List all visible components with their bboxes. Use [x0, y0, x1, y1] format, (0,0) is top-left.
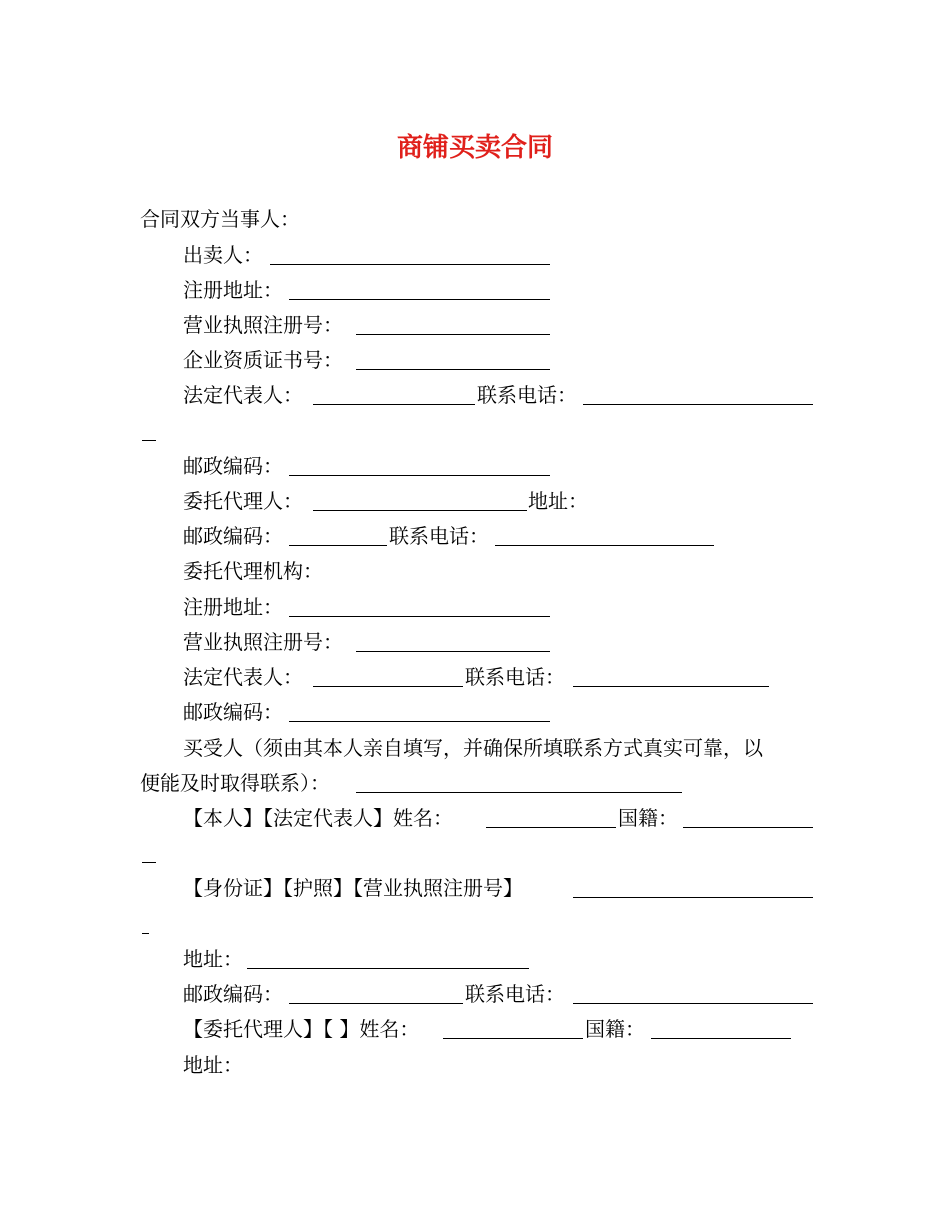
seller-agent-phone-blank[interactable]	[495, 545, 714, 546]
agency-phone-blank[interactable]	[573, 686, 769, 687]
seller-blank[interactable]	[270, 264, 550, 265]
seller-license-label: 营业执照注册号：	[183, 313, 343, 337]
seller-agent-row	[183, 484, 813, 519]
buyer-nationality-wrap-row	[140, 836, 813, 871]
buyer-id-blank[interactable]	[573, 897, 813, 898]
seller-agent-phone-label: 联系电话：	[389, 524, 489, 548]
buyer-nationality-label: 国籍：	[618, 806, 678, 830]
buyer-identity-label: 【本人】【法定代表人】姓名：	[183, 806, 453, 830]
agency-legal-rep-blank[interactable]	[313, 686, 463, 687]
agency-phone-label: 联系电话：	[465, 665, 565, 689]
buyer-agent-name-blank[interactable]	[443, 1038, 583, 1039]
seller-row	[183, 238, 813, 273]
buyer-intro-line2-row	[140, 766, 813, 801]
agency-reg-address-blank[interactable]	[289, 616, 550, 617]
buyer-identity-row	[183, 801, 813, 836]
buyer-contact-blank[interactable]	[356, 792, 682, 793]
buyer-agent-nationality-label: 国籍：	[585, 1017, 645, 1041]
buyer-contact-row	[183, 977, 813, 1012]
agency-license-row	[183, 625, 813, 660]
seller-reg-address-label: 注册地址：	[183, 278, 283, 302]
buyer-phone-blank[interactable]	[573, 1003, 813, 1004]
contract-body	[140, 0, 813, 1230]
seller-qualification-blank[interactable]	[356, 369, 550, 370]
seller-legal-rep-row	[183, 378, 813, 413]
seller-license-row	[183, 308, 813, 343]
seller-agent-postcode-label: 邮政编码：	[183, 524, 283, 548]
agency-row: 委托代理机构：	[183, 559, 323, 583]
buyer-agent-label: 【委托代理人】【 】姓名：	[183, 1017, 420, 1041]
seller-phone-blank[interactable]	[583, 404, 813, 405]
agency-license-label: 营业执照注册号：	[183, 630, 343, 654]
seller-phone-wrap-row	[140, 414, 813, 449]
seller-agent-postcode-blank[interactable]	[289, 545, 387, 546]
agency-legal-rep-label: 法定代表人：	[183, 665, 303, 689]
seller-qualification-label: 企业资质证书号：	[183, 348, 343, 372]
seller-postcode-blank[interactable]	[289, 475, 550, 476]
seller-reg-address-blank[interactable]	[289, 299, 550, 300]
buyer-postcode-label: 邮政编码：	[183, 982, 283, 1006]
buyer-id-blank-cont[interactable]	[142, 933, 149, 934]
parties-heading: 合同双方当事人：	[140, 207, 300, 231]
agency-reg-address-label: 注册地址：	[183, 595, 283, 619]
agency-postcode-row	[183, 695, 813, 730]
seller-phone-label: 联系电话：	[477, 383, 577, 407]
document-title: 商铺买卖合同	[396, 133, 553, 163]
seller-label: 出卖人：	[183, 243, 263, 267]
buyer-agent-row	[183, 1012, 813, 1047]
seller-qualification-row	[183, 343, 813, 378]
seller-reg-address-row	[183, 273, 813, 308]
buyer-id-row	[183, 871, 813, 906]
buyer-intro-line1: 买受人（须由其本人亲自填写，并确保所填联系方式真实可靠，以	[183, 736, 763, 760]
seller-agent-blank[interactable]	[313, 510, 527, 511]
buyer-id-wrap-row	[140, 907, 813, 942]
buyer-address-label: 地址：	[183, 947, 243, 971]
buyer-agent-address-row	[183, 1048, 813, 1083]
buyer-agent-nationality-blank[interactable]	[651, 1038, 791, 1039]
agency-legal-rep-row	[183, 660, 813, 695]
buyer-address-blank[interactable]	[247, 968, 529, 969]
seller-agent-address-label: 地址：	[528, 489, 588, 513]
buyer-intro-line2: 便能及时取得联系）：	[140, 771, 330, 795]
seller-license-blank[interactable]	[356, 334, 550, 335]
seller-postcode-row	[183, 449, 813, 484]
buyer-id-label: 【身份证】【护照】【营业执照注册号】	[183, 876, 523, 900]
seller-agent-contact-row	[183, 519, 813, 554]
buyer-agent-address-label: 地址：	[183, 1053, 243, 1077]
seller-legal-rep-blank[interactable]	[313, 404, 475, 405]
buyer-address-row	[183, 942, 813, 977]
agency-postcode-blank[interactable]	[289, 721, 550, 722]
buyer-phone-label: 联系电话：	[465, 982, 565, 1006]
buyer-nationality-blank-cont[interactable]	[142, 862, 156, 863]
buyer-nationality-blank[interactable]	[683, 827, 813, 828]
buyer-postcode-blank[interactable]	[289, 1003, 463, 1004]
seller-postcode-label: 邮政编码：	[183, 454, 283, 478]
seller-agent-label: 委托代理人：	[183, 489, 303, 513]
seller-legal-rep-label: 法定代表人：	[183, 383, 303, 407]
buyer-name-blank[interactable]	[486, 827, 616, 828]
agency-license-blank[interactable]	[356, 651, 550, 652]
agency-reg-address-row	[183, 590, 813, 625]
seller-phone-blank-cont[interactable]	[142, 440, 156, 441]
agency-postcode-label: 邮政编码：	[183, 700, 283, 724]
